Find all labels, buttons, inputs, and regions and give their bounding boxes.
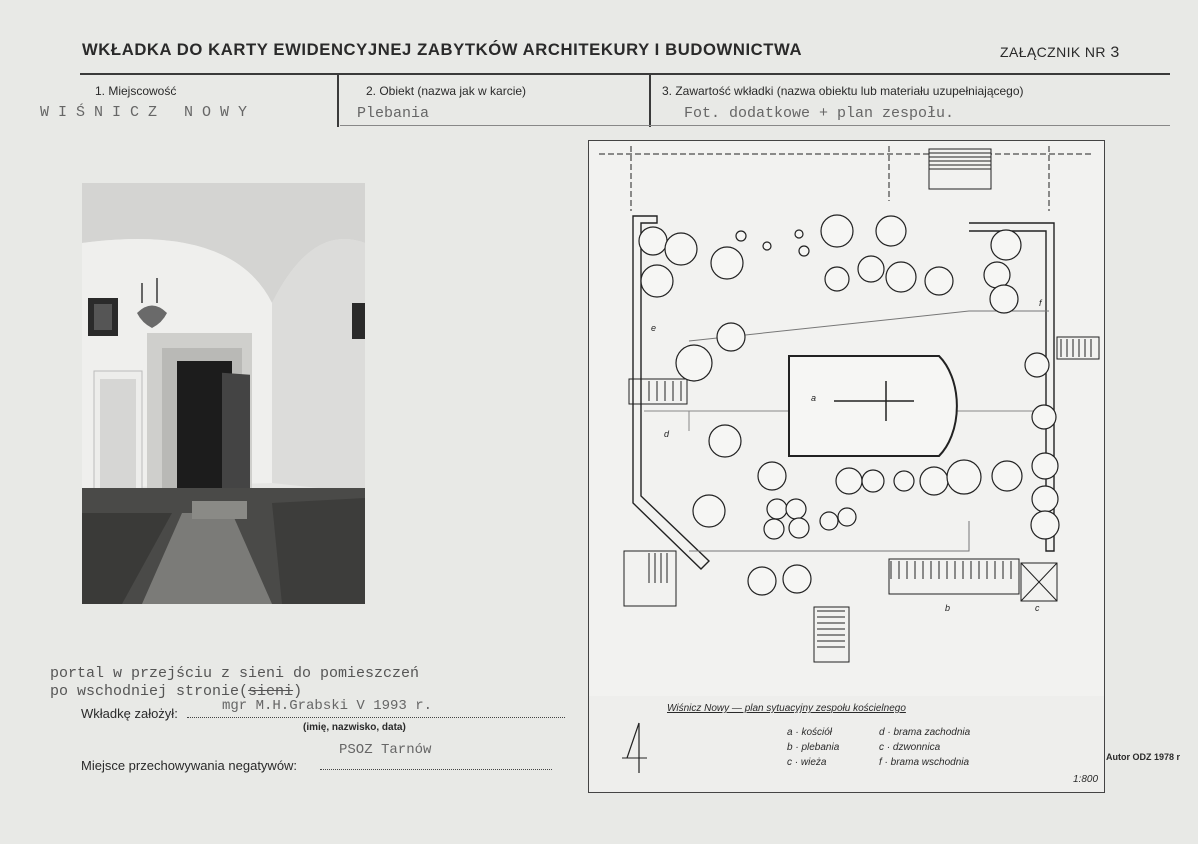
object-label: 2. Obiekt (nazwa jak w karcie) — [366, 84, 527, 98]
caption-text: po wschodniej stronie — [50, 683, 240, 700]
created-label: Wkładkę założył: — [81, 706, 178, 721]
attachment-number — [1000, 44, 1120, 62]
plan-letter-b: b — [945, 603, 951, 613]
plan-letter-e: e — [651, 323, 657, 333]
plan-author: Autor ODZ 1978 r — [1106, 752, 1181, 762]
column-divider-1 — [337, 75, 339, 127]
created-value: mgr M.H.Grabski V 1993 r. — [222, 698, 433, 714]
caption-close-paren: ) — [293, 683, 303, 700]
contents-value: Fot. dodatkowe + plan zespołu. — [684, 105, 955, 122]
column-divider-2 — [649, 75, 651, 127]
plan-letter-a: a — [811, 393, 817, 403]
plan-caption: Wiśnicz Nowy — plan sytuacyjny zespołu kościelnego — [667, 703, 906, 714]
contents-label: 3. Zawartość wkładki (nazwa obiektu lub materiału uzupełniającego) — [662, 84, 1024, 98]
created-dotted-line — [187, 716, 565, 718]
attachment-label: ZAŁĄCZNIK NR — [1000, 44, 1106, 60]
photo-caption-line1: portal w przejściu z sieni do pomieszczeń — [50, 665, 420, 682]
site-plan-drawing — [589, 141, 1104, 697]
interior-photo — [82, 183, 365, 604]
legend-left-3: c · wieża — [787, 757, 827, 768]
attachment-value: 3 — [1109, 44, 1120, 62]
site-plan — [588, 140, 1105, 698]
north-arrow-icon — [619, 718, 649, 778]
caption-struck-word: sieni — [248, 683, 294, 700]
plan-scale: 1:800 — [1073, 774, 1099, 785]
header-rule — [80, 73, 1170, 75]
legend-right-2: c · dzwonnica — [879, 742, 941, 753]
storage-dotted-line — [320, 768, 552, 770]
created-hint: (imię, nazwisko, data) — [303, 722, 406, 733]
legend-right-1: d · brama zachodnia — [879, 727, 971, 738]
object-value: Plebania — [357, 105, 430, 122]
caption-open-paren: ( — [239, 683, 249, 700]
photo-image — [82, 183, 365, 604]
plan-letter-c: c — [1035, 603, 1040, 613]
storage-value: PSOZ Tarnów — [339, 742, 432, 758]
legend-left-2: b · plebania — [787, 742, 840, 753]
row-rule — [340, 125, 1170, 126]
locality-label: 1. Miejscowość — [95, 84, 177, 98]
plan-legend — [588, 696, 1105, 793]
legend-left-1: a · kościół — [787, 727, 833, 738]
card-title: WKŁADKA DO KARTY EWIDENCYJNEJ ZABYTKÓW ARCHITEKURY I BUDOWNICTWA — [82, 40, 803, 59]
plan-letter-d: d — [664, 429, 670, 439]
locality-value: WIŚNICZ NOWY — [40, 104, 257, 121]
legend-right-3: f · brama wschodnia — [879, 757, 970, 768]
storage-label: Miejsce przechowywania negatywów: — [81, 758, 298, 773]
plan-letter-f: f — [1039, 298, 1042, 308]
